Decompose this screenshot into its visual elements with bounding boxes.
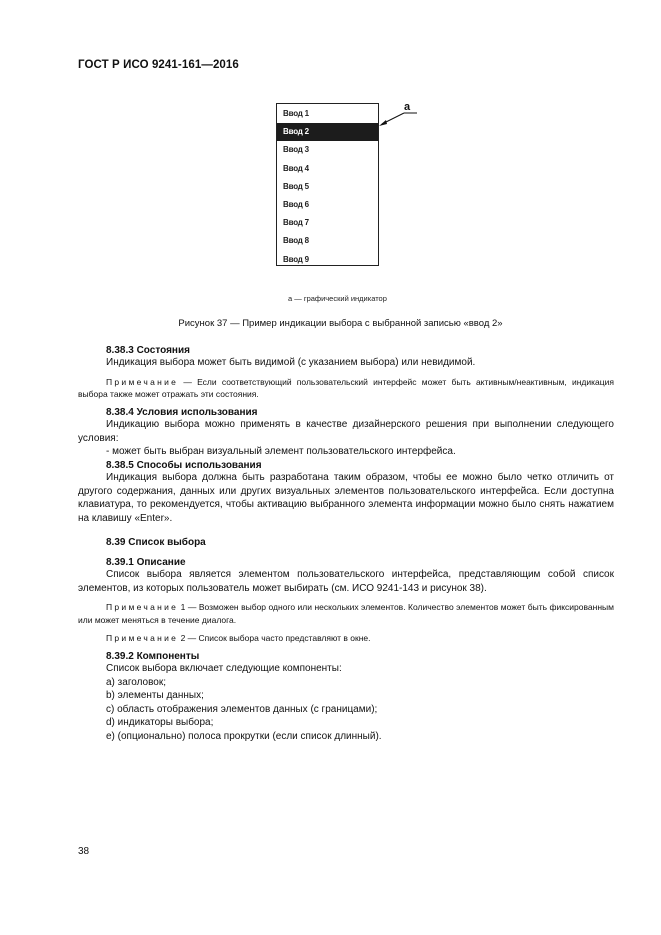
figure-caption xyxy=(0,318,661,329)
figure-list-item-4: Ввод 4 xyxy=(283,163,309,173)
section-heading: 8.39.2 Компоненты xyxy=(106,651,200,662)
section-heading: 8.39.1 Описание xyxy=(106,557,186,568)
figure-selection-list xyxy=(276,103,379,266)
note-label: Примечание xyxy=(106,376,179,387)
figure-list-item-3: Ввод 3 xyxy=(283,145,309,155)
list-item: b) элементы данных; xyxy=(106,690,204,701)
section-note-1 xyxy=(78,601,614,626)
figure-legend: a — графический индикатор xyxy=(288,294,387,303)
figure-list-item-6: Ввод 6 xyxy=(283,200,309,209)
section-paragraph: Индикация выбора должна быть разработана таким образом, чтобы ее можно было четко отличить от другого содержания, данных или других визуальных элементов пользовательского интерфейса. Если доступна клавиатура, то рекомендуется, чтобы активацию выбранного элемента информации можно было снять нажатием на клавишу «Enter». xyxy=(78,472,614,524)
section-heading: 8.39 Список выбора xyxy=(106,537,206,548)
figure-list-item-1: Ввод 1 xyxy=(283,109,309,118)
figure-list-item-7: Ввод 7 xyxy=(283,218,309,228)
list-item: e) (опционально) полоса прокрутки (если список длинный). xyxy=(106,730,382,742)
section-paragraph: Список выбора включает следующие компоненты: xyxy=(106,663,342,674)
list-item: а) заголовок; xyxy=(106,676,167,688)
figure-caption-text: Рисунок 37 — Пример индикации выбора с выбранной записью «ввод 2» xyxy=(178,318,503,329)
section-heading: 8.38.5 Способы использования xyxy=(106,460,262,471)
figure-list-item-5: Ввод 5 xyxy=(283,181,309,191)
indicator-letter-label: a xyxy=(404,101,411,113)
page-number: 38 xyxy=(78,846,90,857)
list-item: d) индикаторы выбора; xyxy=(106,717,214,728)
section-8-38-4 xyxy=(78,407,614,459)
section-8-38-3 xyxy=(78,345,614,401)
section-paragraph: Список выбора является элементом пользовательского интерфейса, представляющим собой список элементов, из которых пользователь может выбирать (см. ИСО 9241-143 и рисунок 38). xyxy=(78,569,614,594)
note-text: — Если соответствующий пользовательский интерфейс может быть активным/неактивным, индикация выбора также может отражать эти состояния. xyxy=(78,376,614,399)
note-text: 1 — Возможен выбор одного или нескольких элементов. Количество элементов может быть фиксированным или может меняться в течение диалога. xyxy=(78,602,614,625)
list-item: c) область отображения элементов данных (с границами); xyxy=(106,703,378,715)
section-bullet: - может быть выбран визуальный элемент пользовательского интерфейса. xyxy=(106,446,456,457)
section-note-2 xyxy=(78,632,614,645)
page-header-standard-code: ГОСТ Р ИСО 9241-161—2016 xyxy=(78,59,239,71)
section-8-38-5 xyxy=(78,460,614,525)
indicator-leader-arrow-icon xyxy=(376,100,420,130)
section-heading: 8.38.4 Условия использования xyxy=(106,407,258,418)
note-label: Примечание xyxy=(106,602,179,612)
section-8-39-1 xyxy=(78,557,614,645)
note-text: 2 — Список выбора часто представляют в окне. xyxy=(178,633,371,643)
figure-list-item-9: Ввод 9 xyxy=(283,254,309,264)
figure-list-item-8: Ввод 8 xyxy=(283,236,309,246)
section-paragraph: Индикация выбора может быть видимой (с указанием выбора) или невидимой. xyxy=(106,357,476,368)
note-label: Примечание xyxy=(106,633,179,643)
section-note xyxy=(78,376,614,401)
section-8-39-2 xyxy=(78,651,614,743)
figure-list-item-2-selected: Ввод 2 xyxy=(277,123,378,141)
section-8-39 xyxy=(78,537,614,548)
section-heading: 8.38.3 Состояния xyxy=(106,345,190,356)
section-paragraph: Индикацию выбора можно применять в качестве дизайнерского решения при выполнении следующего условия: xyxy=(78,419,614,444)
